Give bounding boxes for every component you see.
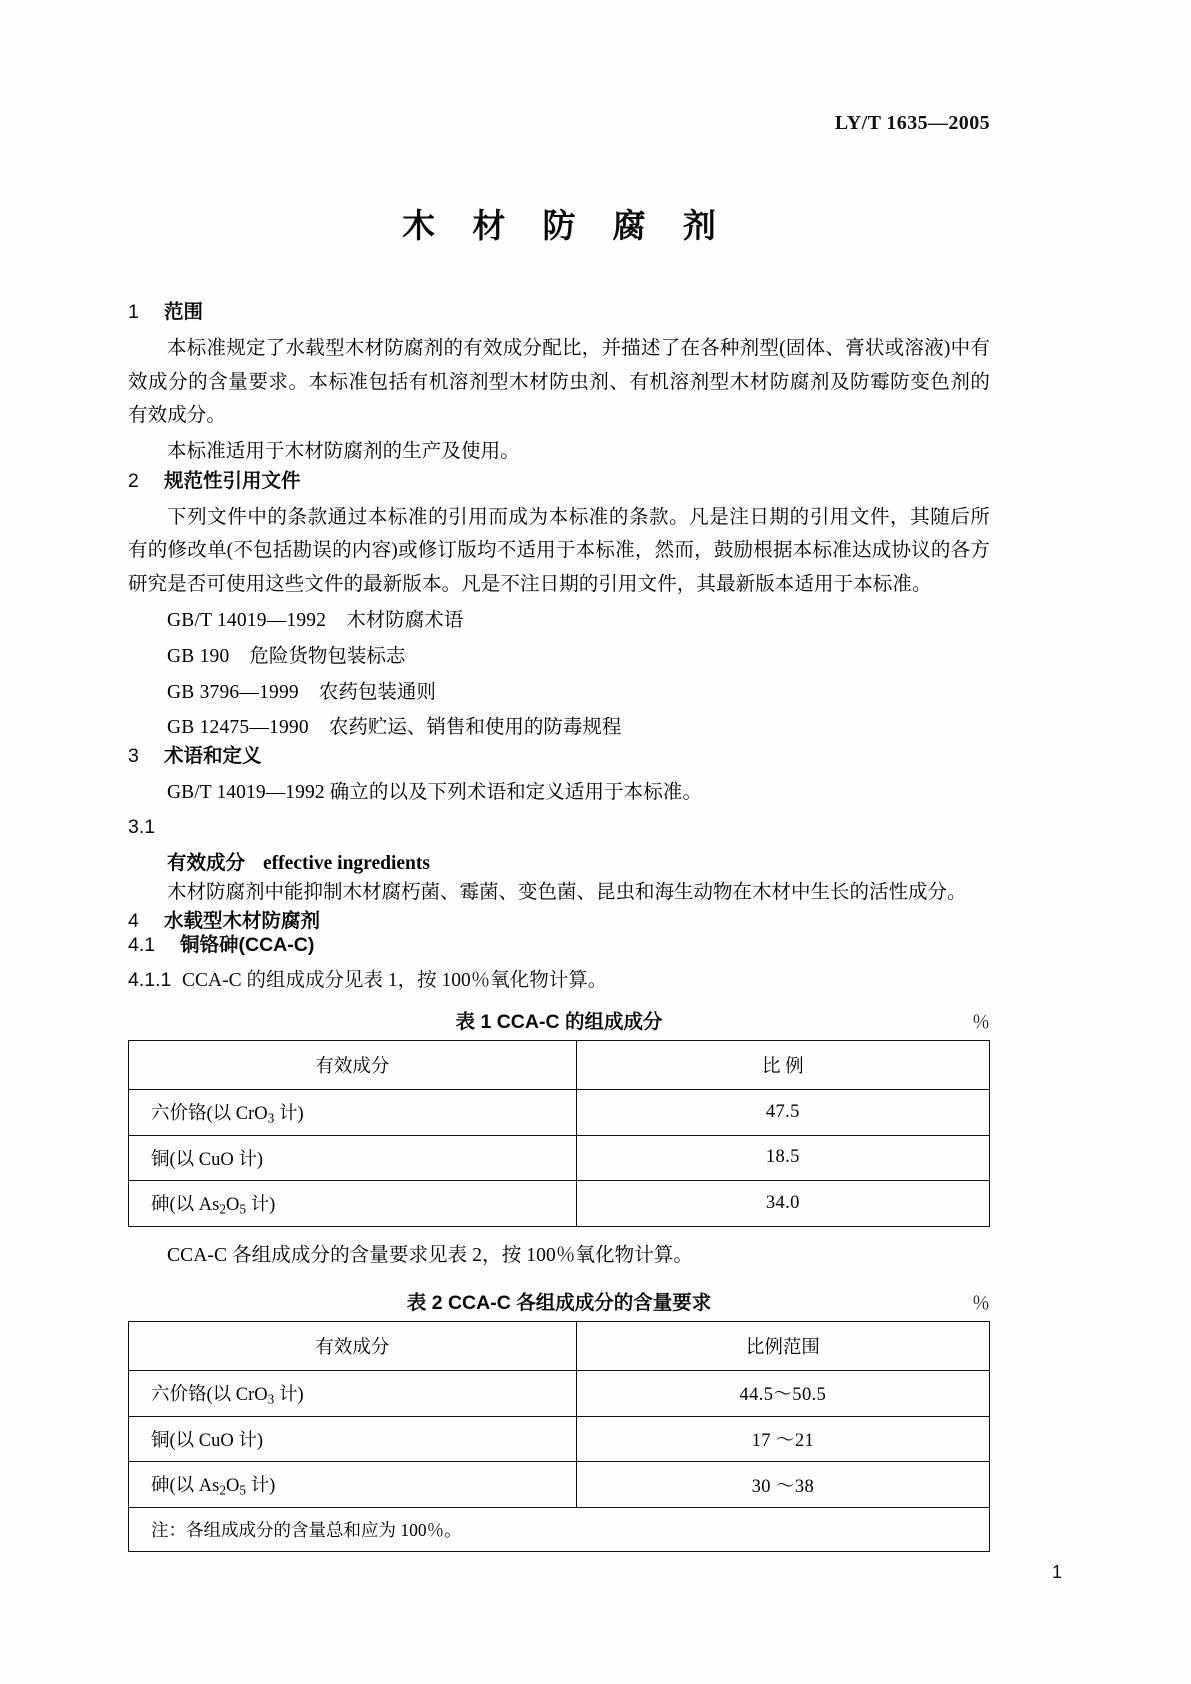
section-3-paragraph-1: GB/T 14019—1992 确立的以及下列术语和定义适用于本标准。 [167,782,703,804]
table-2-unit: ％ [972,1292,990,1313]
section-2-paragraph-1: 下列文件中的条款通过本标准的引用而成为本标准的条款。凡是注日期的引用文件，其随后所有的修改单(不包括勘误的内容)或修订版均不适用于本标准，然而，鼓励根据本标准达成协议的各方研究是否可使用这些文件的最新版本。凡是不注日期的引用文件，其最新版本适用于本标准。 [128,506,990,595]
table-row [129,1417,990,1462]
standard-code: LY/T 1635—2005 [834,112,990,134]
table-2 [128,1321,990,1553]
section-number-1: 1 [128,301,139,323]
table-1-header-ratio: 比 例 [576,1040,989,1089]
table-2-caption [128,1287,990,1315]
table-2-title: 表 2 CCA-C 各组成成分的含量要求 [406,1291,712,1314]
table-1-caption [128,1006,990,1034]
reference-item [128,712,990,744]
table-header-row [129,1040,990,1089]
clause-number-3-1: 3.1 [128,815,156,838]
table-2-cell-name: 六价铬(以 CrO$_3$ 计) [129,1370,577,1416]
section-heading-3 [128,744,990,768]
table-1-cell-value: 18.5 [576,1135,989,1180]
term-english: effective ingredients [263,852,430,874]
reference-title: 木材防腐术语 [346,610,464,632]
clause-text-4-1-1: CCA-C 的组成成分见表 1，按 100％氧化物计算。 [182,969,608,991]
between-tables-paragraph: CCA-C 各组成成分的含量要求见表 2，按 100％氧化物计算。 [167,1245,694,1267]
table-2-note: 注：各组成成分的含量总和应为 100％。 [129,1508,990,1552]
table-1-cell-value: 34.0 [576,1180,989,1226]
table-2-cell-name: 铜(以 CuO 计) [129,1417,577,1462]
reference-code: GB 12475—1990 [167,717,309,739]
section-heading-4-1 [128,933,990,957]
table-row [129,1180,990,1226]
table-1-cell-name: 六价铬(以 CrO$_3$ 计) [129,1089,577,1135]
reference-title: 农药贮运、销售和使用的防毒规程 [328,717,622,739]
section-number-4: 4 [128,909,139,932]
table-1 [128,1040,990,1228]
table-1-title: 表 1 CCA-C 的组成成分 [455,1010,663,1033]
section-heading-4 [128,909,990,933]
reference-item [128,605,990,637]
section-title-4: 水载型木材防腐剂 [164,909,321,932]
reference-item [128,641,990,673]
table-header-row [129,1321,990,1370]
section-title-1: 范围 [164,301,204,323]
table-row [129,1370,990,1416]
section-title-3: 术语和定义 [164,744,262,767]
table-row [129,1462,990,1508]
reference-code: GB 190 [167,646,230,668]
section-number-4-1: 4.1 [128,934,156,957]
table-2-cell-name: 砷(以 $As_2O_5$ 计) [129,1462,577,1508]
term-chinese: 有效成分 [167,851,246,874]
table-1-cell-name: 砷(以 $As_2O_5$ 计) [129,1180,577,1226]
section-heading-2 [128,469,990,493]
section-heading-1 [128,300,990,324]
table-1-header-component: 有效成分 [129,1040,577,1089]
document-title: 木 材 防 腐 剂 [402,207,730,244]
table-2-cell-value: 30 ～38 [576,1462,989,1508]
section-title-4-1: 铜铬砷(CCA-C) [180,934,315,957]
table-2-cell-value: 17 ～21 [576,1417,989,1462]
reference-title: 农药包装通则 [318,681,436,703]
table-2-header-component: 有效成分 [129,1321,577,1370]
clause-number-4-1-1: 4.1.1 [128,968,172,991]
section-title-2: 规范性引用文件 [164,469,301,492]
term-definition: 木材防腐剂中能抑制木材腐朽菌、霉菌、变色菌、昆虫和海生动物在木材中生长的活性成分。 [167,881,967,903]
reference-item [128,677,990,709]
clause-4-1-1 [128,964,990,992]
table-row [129,1135,990,1180]
page-number: 1 [1051,1562,1062,1582]
table-2-header-range: 比例范围 [576,1321,989,1370]
document-body [128,300,990,1552]
reference-code: GB/T 14019—1992 [167,610,327,632]
section-1-paragraph-2: 本标准适用于木材防腐剂的生产及使用。 [167,440,520,462]
section-1-paragraph-1: 本标准规定了水载型木材防腐剂的有效成分配比，并描述了在各种剂型(固体、膏状或溶液)中有效成分的含量要求。本标准包括有机溶剂型木材防虫剂、有机溶剂型木材防腐剂及防霉防变色剂的有效成分。 [128,338,990,427]
table-1-cell-name: 铜(以 CuO 计) [129,1135,577,1180]
table-row [129,1089,990,1135]
table-1-unit: ％ [972,1011,990,1032]
reference-code: GB 3796—1999 [167,681,299,703]
section-number-3: 3 [128,744,139,767]
document-header [128,112,990,135]
term-heading [128,847,990,875]
table-note-row [129,1508,990,1552]
table-2-cell-value: 44.5～50.5 [576,1370,989,1416]
table-1-cell-value: 47.5 [576,1089,989,1135]
section-number-2: 2 [128,469,139,492]
reference-title: 危险货物包装标志 [249,646,406,668]
